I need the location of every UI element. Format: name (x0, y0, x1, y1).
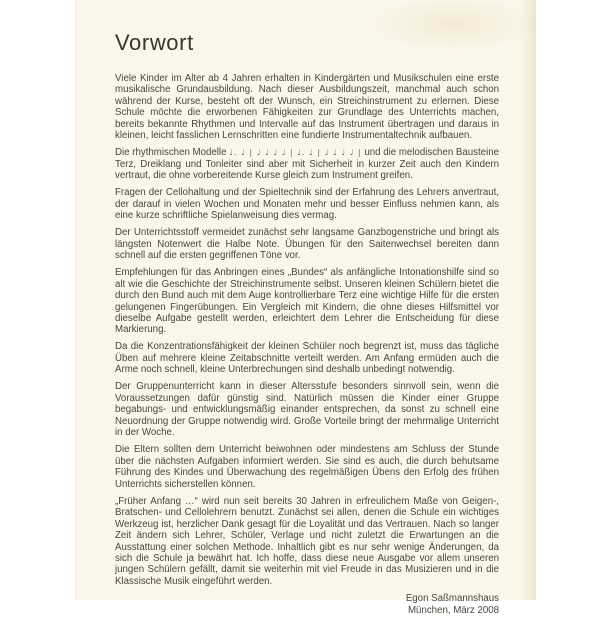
page-title: Vorwort (115, 30, 194, 55)
paragraph-cellohaltung: Fragen der Cellohaltung und der Spieltechnik sind der Erfahrung des Lehrers anvertraut, der darauf in vielen Wochen und Monaten mehr und besser Einfluss nehmen kann, als eine kurze schriftliche Spielanweisung dies vermag. (115, 187, 499, 222)
paragraph-unterrichtsstoff: Der Unterrichtsstoff vermeidet zunächst sehr langsame Ganzbogenstriche und bringt als längsten Notenwert die Halbe Note. Übungen für den Saitenwechsel bereiten dann schnell auf die ersten gegriffenen Töne vor. (115, 227, 499, 262)
paragraph-eltern: Die Eltern sollten dem Unterricht beiwohnen oder mindestens am Schluss der Stunde über die nächsten Aufgaben informiert werden. Sie sind es auch, die durch behutsame Führung des Kindes und Überwachung des regelmäßigen Übens den Erfolg des frühen Unterrichts sicherstellen können. (115, 444, 499, 490)
paragraph-gruppenunterricht: Der Gruppenunterricht kann in dieser Altersstufe besonders sinnvoll sein, wenn die Voraussetzungen dafür günstig sind. Natürlich müssen die Kinder einer Gruppe begabungs- und entwicklungsmäßig einander entsprechen, da sonst zu schnell eine Neuordnung der Gruppe notwendig wird. Große Vorteile bringt der mehrmalige Unterricht in der Woche. (115, 381, 499, 439)
paragraph-text-after-notation: und die melodischen Bausteine Terz, Dreiklang und Tonleiter sind aber mit Sicherheit in kurzer Zeit auch den Kindern vertraut, die ohne vorbereitende Kurse gleich zum Instrument greifen. (115, 147, 499, 182)
author-name: Egon Saßmannshaus (405, 592, 499, 604)
signature-place-date: München, März 2008 (407, 605, 499, 617)
book-page (75, 0, 536, 617)
rhythm-notation-icon: ♩. ♩ | ♩ ♩ ♩ ♩ | ♩. ♩ | ♩ ♩ ♩ ♩ | (229, 148, 362, 158)
signature-block (115, 593, 499, 618)
paragraph-rhythm-models (115, 147, 499, 181)
paragraph-bund-empfehlung: Empfehlungen für das Anbringen eines „Bundes“ als anfängliche Intonationshilfe sind so alt wie die Geschichte der Streichinstrumente selbst. Unseren kleinen Schülern bietet die durch den Bund auch mit dem Auge kontrollierbare Terz eine wichtige Hilfe für die ersten gelungenen Fingerübungen. Ein Vergleich mit Kindern, die ohne dieses Hilfsmittel vor dieselbe Aufgabe gestellt werden, erleichtert dem Lehrer die Entscheidung für diese Markierung. (115, 267, 499, 336)
paragraph-konzentration: Da die Konzentrationsfähigkeit der kleinen Schüler noch begrenzt ist, muss das tägliche Üben auf mehrere kleine Zeitabschnitte verteilt werden. Am Anfang ermüden auch die Arme noch schnell, kleine Unterbrechungen sind deshalb unbedingt notwendig. (115, 341, 499, 376)
paragraph-text-before-notation: Die rhythmischen Modelle (115, 147, 230, 159)
paragraph-frueher-anfang: „Früher Anfang …“ wird nun seit bereits 30 Jahren in erfreulichem Maße von Geigen-, Bratschen- und Cellolehrern benutzt. Zunächst sei allen, denen die Schule ein wichtiges Werkzeug ist, herzlicher Dank gesagt für die Loyalität und das Vertrauen. Nach so langer Zeit ändern sich Lehrer, Schüler, Verlage und nicht zuletzt die Erwartungen an die Ausstattung einer solchen Methode. Inhaltlich gibt es nur sehr wenige Änderungen, da sich die Schule ja bewährt hat. Ich hoffe, dass diese neue Ausgabe vor allem unseren jungen Schülern gefällt, damit sie weiterhin mit viel Freude in das Musizieren und in die Klassische Musik eingeführt werden. (115, 495, 499, 587)
paragraph-intro: Viele Kinder im Alter ab 4 Jahren erhalten in Kindergärten und Musikschulen eine erste musikalische Grundausbildung. Nach dieser Ausbildungszeit, manchmal auch schon während der Kurse, besteht oft der Wunsch, ein Streichinstrument zu erlernen. Diese Schule möchte die erworbenen Fähigkeiten zur Grundlage des Unterrichts machen, bereits bekannte Rhythmen und Intervalle auf das Instrument übertragen und daraus in kleinen, leicht fasslichen Lernschritten eine fundierte Instrumentaltechnik aufbauen. (115, 73, 499, 142)
